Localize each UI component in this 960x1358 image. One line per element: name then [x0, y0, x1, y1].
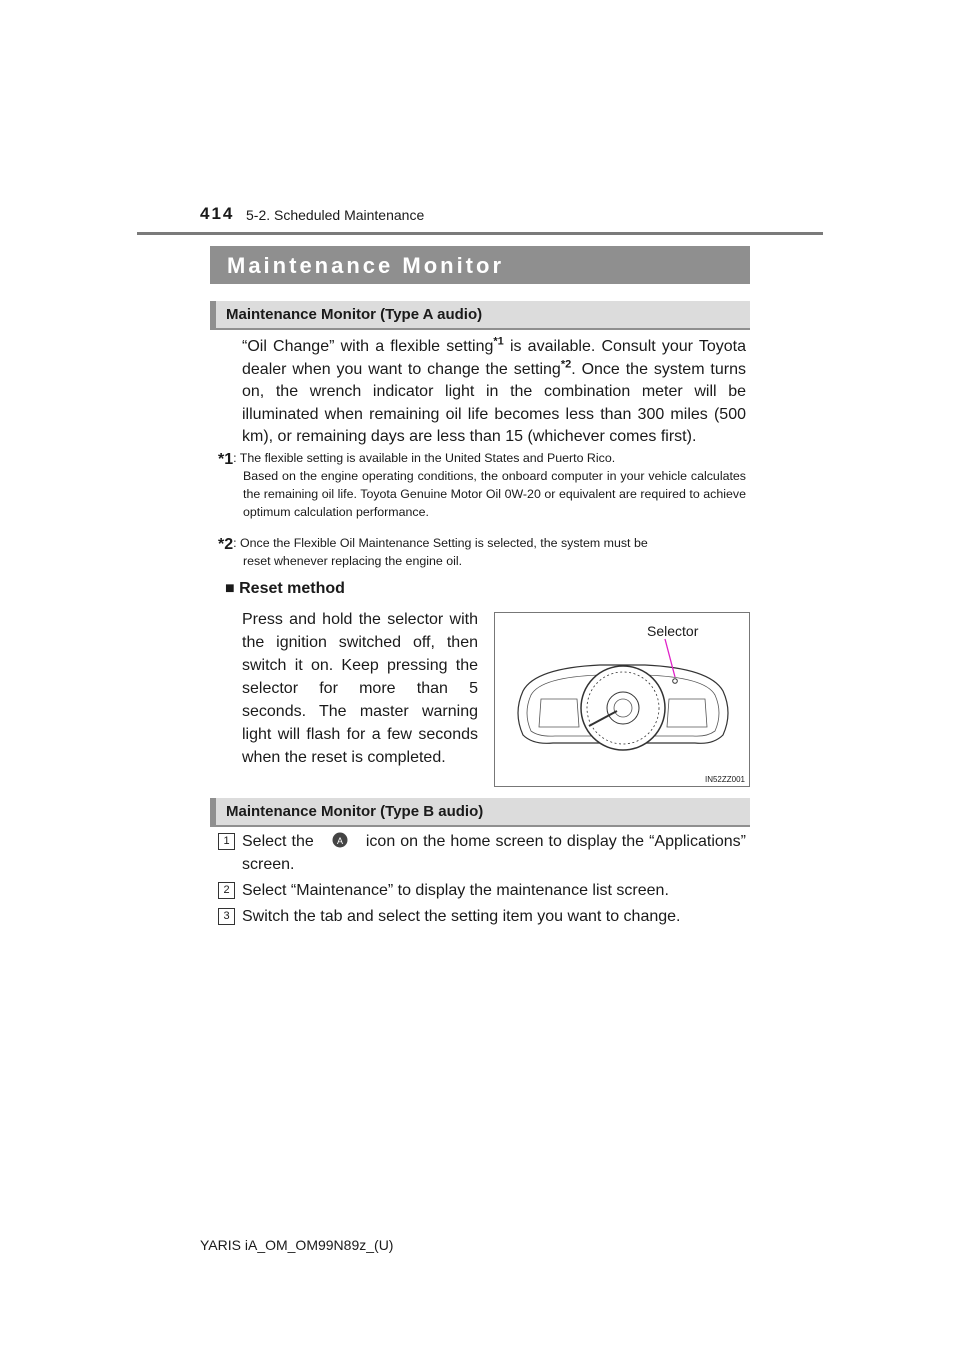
type-b-heading-bar — [210, 798, 750, 827]
footnote-2-text: : Once the Flexible Oil Maintenance Setting is selected, the system must be — [233, 536, 648, 550]
footnote-ref-1: *1 — [493, 335, 504, 348]
page-title: Maintenance Monitor — [227, 253, 505, 278]
step-1-text-a: Select the — [242, 833, 319, 850]
header-rule — [137, 232, 823, 235]
footnote-1-text: : The flexible setting is available in the United States and Puerto Rico. — [233, 451, 616, 465]
footer-code: YARIS iA_OM_OM99N89z_(U) — [200, 1237, 394, 1253]
step-number: 1 — [218, 833, 235, 850]
footnote-1-mark: *1 — [218, 451, 234, 468]
type-b-heading: Maintenance Monitor (Type B audio) — [226, 803, 484, 820]
applications-icon-letter: A — [336, 836, 343, 846]
footnote-2 — [218, 534, 746, 570]
para-part-3: . Once the system turns on, the wrench indicator light in the combination meter will be illuminated when remaining oil life becomes less than 300 miles (500 km), or remaining days are less than 15 (whichever comes first). — [242, 360, 746, 445]
step-text — [242, 831, 746, 876]
selector-label: Selector — [647, 623, 699, 639]
footnote-1 — [218, 449, 746, 521]
type-a-heading: Maintenance Monitor (Type A audio) — [226, 306, 483, 323]
step-number: 3 — [218, 908, 235, 925]
footnote-1-cont: Based on the engine operating conditions, the onboard computer in your vehicle calculates the remaining oil life. Toyota Genuine Motor Oil 0W-20 or equivalent are required to achieve optimum calculation performance. — [243, 469, 746, 519]
oil-change-paragraph — [242, 336, 746, 449]
heading-marker — [210, 798, 216, 827]
step-text: Select “Maintenance” to display the maintenance list screen. — [242, 882, 669, 899]
combination-meter-illustration — [495, 613, 749, 786]
step-1-text-b: icon on the home screen to display the “Applications” screen. — [242, 833, 746, 873]
reset-method-text: Press and hold the selector with the ignition switched off, then switch it on. Keep pressing the selector for more than 5 seconds. The master warning light will flash for a few seconds when the reset is completed. — [242, 611, 478, 766]
heading-marker — [210, 301, 216, 330]
applications-icon — [319, 831, 361, 854]
footnote-2-cont: reset whenever replacing the engine oil. — [243, 554, 463, 568]
footnote-ref-2: *2 — [560, 357, 572, 370]
reset-method-heading: ■ Reset method — [225, 580, 345, 597]
para-part-1: “Oil Change” with a flexible setting — [242, 338, 494, 355]
step-number: 2 — [218, 882, 235, 899]
type-a-heading-bar — [210, 301, 750, 330]
footnote-2-mark: *2 — [218, 536, 234, 553]
page-number: 414 — [200, 204, 235, 223]
step-text: Switch the tab and select the setting item you want to change. — [242, 908, 681, 925]
para-part-2: is available. Consult your Toyota dealer when you want to change the setting — [242, 338, 747, 378]
section-title: 5-2. Scheduled Maintenance — [246, 207, 425, 223]
combination-meter-figure — [494, 612, 750, 787]
figure-code: IN52ZZ001 — [704, 775, 745, 784]
title-bar — [210, 246, 750, 284]
